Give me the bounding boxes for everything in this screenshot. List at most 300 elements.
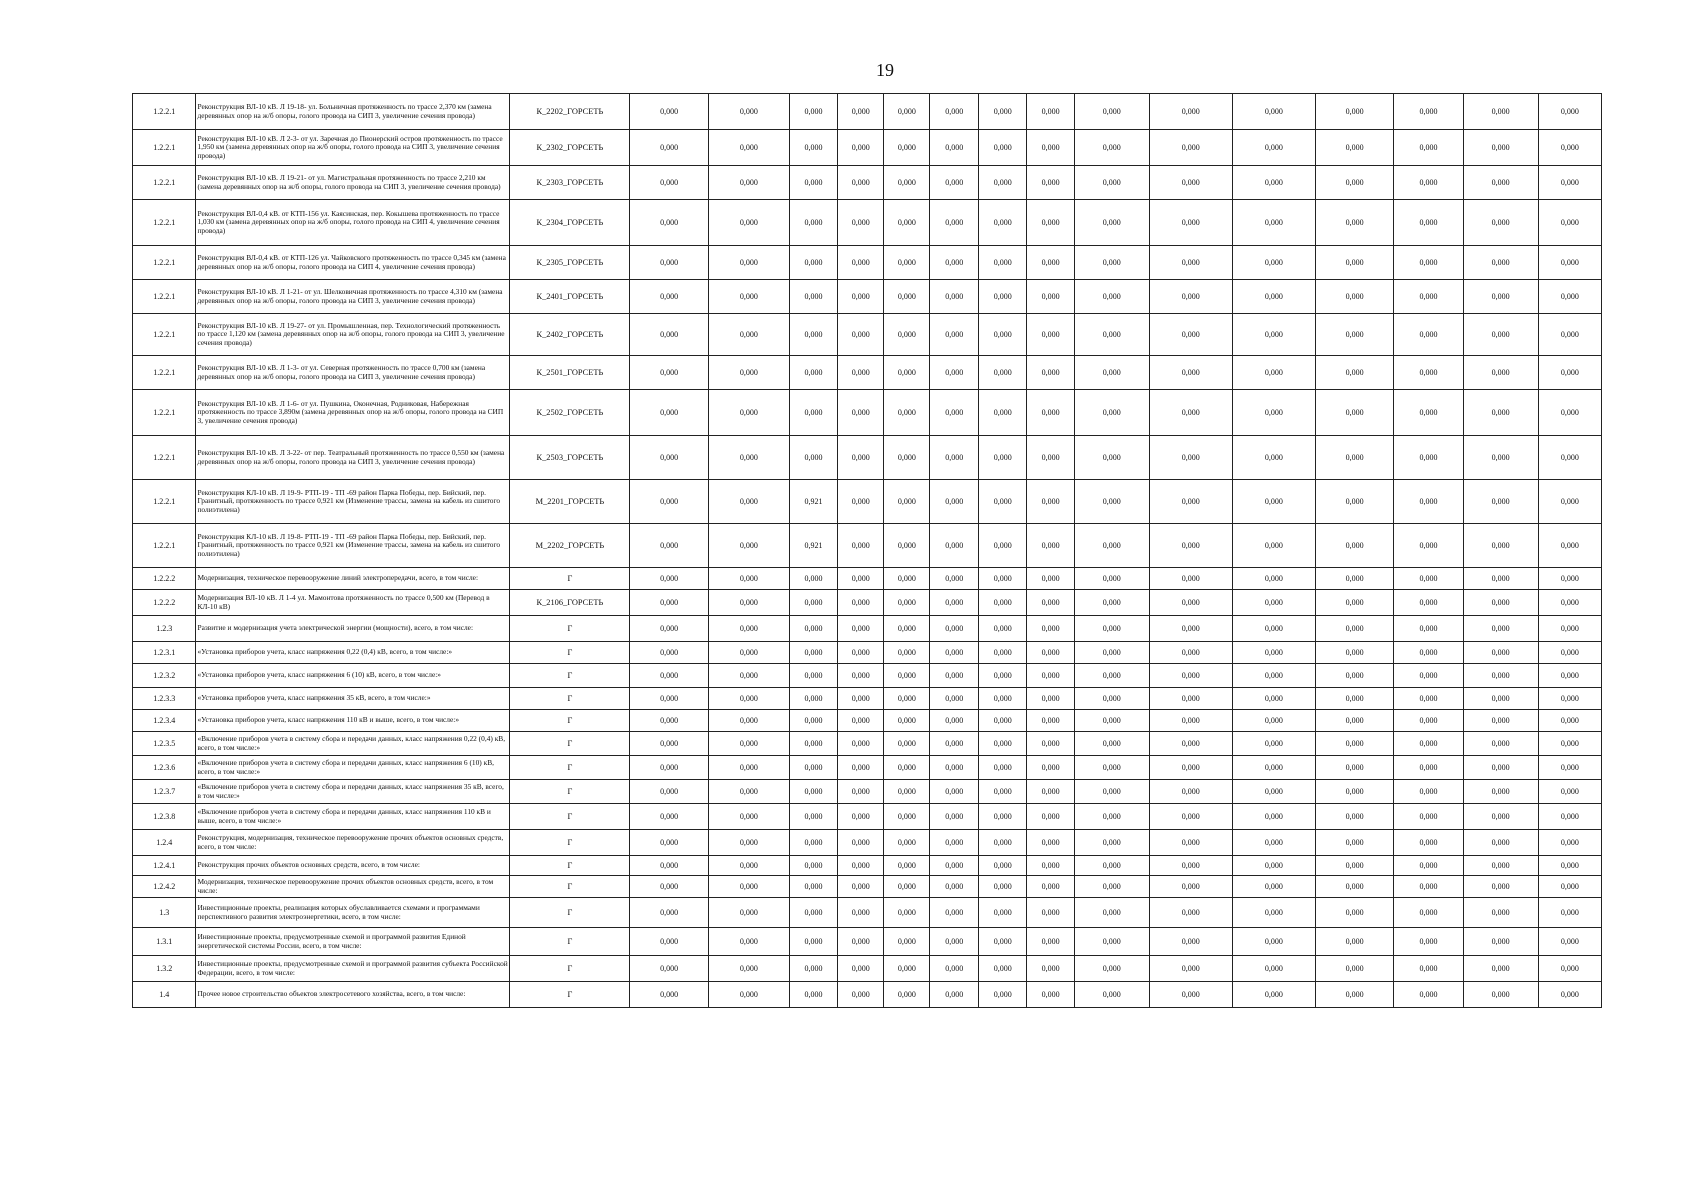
- value-cell: 0,000: [630, 616, 708, 642]
- value-cell: 0,000: [838, 898, 884, 928]
- value-cell: 0,000: [708, 524, 789, 568]
- value-cell: 0,000: [1463, 480, 1538, 524]
- value-cell: 0,000: [708, 710, 789, 732]
- value-cell: 0,000: [1149, 130, 1232, 166]
- value-cell: 0,000: [884, 856, 930, 876]
- value-cell: 0,000: [1463, 780, 1538, 804]
- value-cell: 0,000: [1394, 314, 1463, 356]
- value-cell: 0,000: [1315, 280, 1393, 314]
- table-row: [133, 732, 1690, 756]
- value-cell: 0,000: [838, 200, 884, 246]
- value-cell: 0,000: [630, 830, 708, 856]
- value-cell: 0,000: [884, 756, 930, 780]
- row-number-cell: 1.2.2.1: [133, 436, 196, 480]
- value-cell: 0,000: [978, 246, 1026, 280]
- value-cell: 0,000: [1149, 524, 1232, 568]
- value-cell: 0,000: [1315, 246, 1393, 280]
- row-description-cell: Прочее новое строительство объектов электросетевого хозяйства, всего, в том числе:: [196, 982, 510, 1008]
- value-cell: 0,000: [630, 130, 708, 166]
- value-cell: 0,000: [1315, 780, 1393, 804]
- value-cell: 0,000: [838, 356, 884, 390]
- table-row: [133, 710, 1690, 732]
- value-cell: 0,000: [1315, 480, 1393, 524]
- value-cell: 0,000: [1027, 568, 1074, 590]
- value-cell: 0,000: [978, 876, 1026, 898]
- value-cell: 0,000: [1149, 928, 1232, 956]
- row-number-cell: 1.2.2.1: [133, 94, 196, 130]
- value-cell: 0,000: [1149, 856, 1232, 876]
- value-cell: 0,000: [1232, 356, 1315, 390]
- table-row: [133, 356, 1690, 390]
- value-cell: 0,000: [789, 664, 837, 688]
- value-cell: 0,000: [1394, 356, 1463, 390]
- value-cell: 0,000: [1232, 756, 1315, 780]
- value-cell: 0,000: [1315, 688, 1393, 710]
- value-cell: 0,000: [1232, 200, 1315, 246]
- row-description-cell: Реконструкция ВЛ-10 кВ. Л 19-27- от ул. Промышленная, пер. Технологический протяженность по трассе 1,120 км (замена деревянных опор на ж/б опоры, голого провода на СИП 3, увеличение сечения провода): [196, 314, 510, 356]
- value-cell: 0,000: [1232, 94, 1315, 130]
- value-cell: 0,000: [978, 756, 1026, 780]
- value-cell: 0,000: [1538, 732, 1601, 756]
- value-cell: 0,000: [1394, 688, 1463, 710]
- value-cell: 0,000: [1538, 94, 1601, 130]
- value-cell: 0,000: [630, 688, 708, 710]
- value-cell: 0,000: [1315, 314, 1393, 356]
- value-cell: 0,000: [1394, 898, 1463, 928]
- value-cell: 0,000: [978, 642, 1026, 664]
- value-cell: 0,000: [630, 804, 708, 830]
- value-cell: 0,000: [884, 246, 930, 280]
- value-cell: 0,000: [1463, 390, 1538, 436]
- value-cell: 0,000: [978, 130, 1026, 166]
- project-id-cell: К_2503_ГОРСЕТЬ: [510, 436, 630, 480]
- value-cell: 0,000: [838, 166, 884, 200]
- value-cell: 0,000: [1538, 956, 1601, 982]
- value-cell: 0,000: [1074, 642, 1149, 664]
- value-cell: 0,000: [884, 94, 930, 130]
- row-description-cell: Инвестиционные проекты, реализация которых обуславливается схемами и программами перспективного развития электроэнергетики, всего, в том числе:: [196, 898, 510, 928]
- table-row: [133, 568, 1690, 590]
- value-cell: 0,000: [1149, 710, 1232, 732]
- row-description-cell: Реконструкция прочих объектов основных средств, всего, в том числе:: [196, 856, 510, 876]
- value-cell: 0,000: [789, 856, 837, 876]
- value-cell: 0,000: [1315, 928, 1393, 956]
- value-cell: 0,000: [930, 280, 978, 314]
- value-cell: 0,000: [978, 280, 1026, 314]
- value-cell: 0,000: [789, 200, 837, 246]
- value-cell: 0,000: [930, 480, 978, 524]
- value-cell: 0,000: [789, 642, 837, 664]
- value-cell: 0,000: [1463, 982, 1538, 1008]
- table-row: [133, 830, 1690, 856]
- row-description-cell: Реконструкция КЛ-10 кВ. Л 19-9- РТП-19 - ТП -69 район Парка Победы, пер. Бийский, пер. Гранитный, протяженность по трассе 0,921 км (Изменение трассы, замена на кабель из сшитого полиэтилена): [196, 480, 510, 524]
- value-cell: 0,000: [1315, 94, 1393, 130]
- value-cell: 0,000: [789, 804, 837, 830]
- row-description-cell: «Включение приборов учета в систему сбора и передачи данных, класс напряжения 35 кВ, всего, в том числе:»: [196, 780, 510, 804]
- value-cell: 0,000: [838, 130, 884, 166]
- value-cell: 0,000: [978, 982, 1026, 1008]
- value-cell: 0,000: [1149, 200, 1232, 246]
- value-cell: 0,000: [630, 780, 708, 804]
- value-cell: 0,000: [884, 524, 930, 568]
- value-cell: 0,000: [1463, 756, 1538, 780]
- value-cell: 0,000: [630, 982, 708, 1008]
- row-number-cell: 1.2.3.3: [133, 688, 196, 710]
- investment-program-table: [132, 93, 1690, 1008]
- value-cell: 0,000: [884, 928, 930, 956]
- value-cell: 0,000: [930, 130, 978, 166]
- value-cell: 0,000: [838, 524, 884, 568]
- value-cell: 0,000: [1463, 688, 1538, 710]
- value-cell: 0,000: [884, 876, 930, 898]
- value-cell: 0,921: [789, 480, 837, 524]
- value-cell: 0,000: [1027, 664, 1074, 688]
- value-cell: 0,000: [1463, 664, 1538, 688]
- table-row: [133, 982, 1690, 1008]
- value-cell: 0,000: [1074, 356, 1149, 390]
- value-cell: 0,000: [1027, 94, 1074, 130]
- value-cell: 0,000: [930, 166, 978, 200]
- project-id-cell: Г: [510, 876, 630, 898]
- value-cell: 0,000: [838, 280, 884, 314]
- value-cell: 0,000: [838, 928, 884, 956]
- value-cell: 0,000: [1027, 480, 1074, 524]
- value-cell: 0,000: [789, 830, 837, 856]
- value-cell: 0,000: [1074, 436, 1149, 480]
- value-cell: 0,000: [1074, 830, 1149, 856]
- value-cell: 0,000: [930, 830, 978, 856]
- value-cell: 0,000: [1027, 856, 1074, 876]
- value-cell: 0,000: [978, 524, 1026, 568]
- value-cell: 0,000: [630, 710, 708, 732]
- value-cell: 0,000: [838, 856, 884, 876]
- value-cell: 0,000: [1394, 436, 1463, 480]
- value-cell: 0,000: [978, 928, 1026, 956]
- value-cell: 0,000: [930, 898, 978, 928]
- value-cell: 0,000: [1538, 280, 1601, 314]
- table-row: [133, 246, 1690, 280]
- value-cell: 0,000: [1463, 804, 1538, 830]
- row-description-cell: Реконструкция ВЛ-10 кВ. Л 1-3- от ул. Северная протяженность по трассе 0,700 км (замена деревянных опор на ж/б опоры, голого провода на СИП 3, увеличение сечения провода): [196, 356, 510, 390]
- row-number-cell: 1.4: [133, 982, 196, 1008]
- project-id-cell: Г: [510, 856, 630, 876]
- value-cell: 0,000: [930, 200, 978, 246]
- value-cell: 0,000: [1394, 956, 1463, 982]
- value-cell: 0,000: [838, 732, 884, 756]
- value-cell: 0,000: [789, 314, 837, 356]
- value-cell: 0,000: [1538, 130, 1601, 166]
- value-cell: 0,000: [1538, 480, 1601, 524]
- value-cell: 0,000: [630, 200, 708, 246]
- value-cell: 0,000: [930, 436, 978, 480]
- value-cell: 0,000: [1074, 390, 1149, 436]
- value-cell: 0,000: [1074, 246, 1149, 280]
- project-id-cell: Г: [510, 982, 630, 1008]
- value-cell: 0,000: [789, 356, 837, 390]
- value-cell: 0,000: [630, 956, 708, 982]
- value-cell: 0,000: [789, 390, 837, 436]
- table-row: [133, 524, 1690, 568]
- value-cell: 0,000: [838, 956, 884, 982]
- value-cell: 0,000: [1315, 568, 1393, 590]
- table-row: [133, 590, 1690, 616]
- value-cell: 0,000: [1027, 876, 1074, 898]
- value-cell: 0,000: [978, 804, 1026, 830]
- row-number-cell: 1.2.2.1: [133, 314, 196, 356]
- project-id-cell: Г: [510, 710, 630, 732]
- value-cell: 0,000: [1149, 982, 1232, 1008]
- table-row: [133, 756, 1690, 780]
- value-cell: 0,000: [708, 688, 789, 710]
- value-cell: 0,000: [630, 436, 708, 480]
- value-cell: 0,000: [1538, 710, 1601, 732]
- value-cell: 0,000: [838, 710, 884, 732]
- value-cell: 0,000: [978, 780, 1026, 804]
- value-cell: 0,000: [1394, 928, 1463, 956]
- value-cell: 0,000: [1074, 956, 1149, 982]
- value-cell: 0,000: [630, 524, 708, 568]
- value-cell: 0,000: [978, 688, 1026, 710]
- project-id-cell: Г: [510, 804, 630, 830]
- row-number-cell: 1.2.4.2: [133, 876, 196, 898]
- value-cell: 0,000: [1538, 928, 1601, 956]
- value-cell: 0,000: [1538, 780, 1601, 804]
- value-cell: 0,000: [708, 856, 789, 876]
- value-cell: 0,000: [1074, 804, 1149, 830]
- value-cell: 0,000: [789, 616, 837, 642]
- row-number-cell: 1.2.2.1: [133, 280, 196, 314]
- value-cell: 0,000: [708, 246, 789, 280]
- value-cell: 0,000: [1315, 710, 1393, 732]
- table-row: [133, 314, 1690, 356]
- value-cell: 0,000: [1315, 664, 1393, 688]
- value-cell: 0,000: [1149, 756, 1232, 780]
- value-cell: 0,000: [630, 94, 708, 130]
- value-cell: 0,000: [1232, 898, 1315, 928]
- table-row: [133, 480, 1690, 524]
- project-id-cell: Г: [510, 956, 630, 982]
- table-row: [133, 956, 1690, 982]
- value-cell: 0,000: [789, 436, 837, 480]
- value-cell: 0,000: [630, 642, 708, 664]
- value-cell: 0,000: [630, 590, 708, 616]
- value-cell: 0,000: [1074, 928, 1149, 956]
- value-cell: 0,000: [1463, 710, 1538, 732]
- value-cell: 0,000: [978, 200, 1026, 246]
- value-cell: 0,000: [708, 436, 789, 480]
- value-cell: 0,000: [789, 710, 837, 732]
- value-cell: 0,000: [1315, 590, 1393, 616]
- table-row: [133, 390, 1690, 436]
- value-cell: 0,000: [1232, 280, 1315, 314]
- value-cell: 0,000: [1232, 390, 1315, 436]
- row-description-cell: Модернизация, техническое перевооружение линий электропередачи, всего, в том числе:: [196, 568, 510, 590]
- value-cell: 0,000: [1315, 524, 1393, 568]
- value-cell: 0,000: [930, 732, 978, 756]
- value-cell: 0,000: [789, 590, 837, 616]
- value-cell: 0,000: [884, 480, 930, 524]
- value-cell: 0,000: [630, 876, 708, 898]
- value-cell: 0,000: [1027, 982, 1074, 1008]
- value-cell: 0,000: [978, 898, 1026, 928]
- value-cell: 0,000: [789, 130, 837, 166]
- value-cell: 0,000: [884, 688, 930, 710]
- value-cell: 0,000: [1315, 898, 1393, 928]
- value-cell: 0,000: [1149, 898, 1232, 928]
- value-cell: 0,000: [789, 280, 837, 314]
- value-cell: 0,000: [1394, 982, 1463, 1008]
- value-cell: 0,000: [884, 568, 930, 590]
- value-cell: 0,000: [1538, 568, 1601, 590]
- value-cell: 0,000: [884, 200, 930, 246]
- project-id-cell: М_2201_ГОРСЕТЬ: [510, 480, 630, 524]
- value-cell: 0,000: [930, 314, 978, 356]
- value-cell: 0,000: [1394, 246, 1463, 280]
- value-cell: 0,000: [1394, 590, 1463, 616]
- value-cell: 0,000: [1232, 830, 1315, 856]
- value-cell: 0,000: [630, 664, 708, 688]
- value-cell: 0,000: [1315, 356, 1393, 390]
- value-cell: 0,000: [1074, 710, 1149, 732]
- value-cell: 0,000: [978, 356, 1026, 390]
- value-cell: 0,000: [1149, 956, 1232, 982]
- value-cell: 0,000: [1149, 664, 1232, 688]
- value-cell: 0,000: [884, 356, 930, 390]
- value-cell: 0,000: [708, 356, 789, 390]
- value-cell: 0,000: [1463, 356, 1538, 390]
- value-cell: 0,000: [838, 94, 884, 130]
- value-cell: 0,000: [1232, 780, 1315, 804]
- row-number-cell: 1.2.2.2: [133, 568, 196, 590]
- project-id-cell: Г: [510, 830, 630, 856]
- value-cell: 0,000: [1394, 616, 1463, 642]
- value-cell: 0,000: [1463, 246, 1538, 280]
- value-cell: 0,000: [1463, 280, 1538, 314]
- value-cell: 0,000: [930, 568, 978, 590]
- value-cell: 0,000: [708, 664, 789, 688]
- row-number-cell: 1.2.2.2: [133, 590, 196, 616]
- value-cell: 0,000: [1149, 688, 1232, 710]
- value-cell: 0,000: [1232, 642, 1315, 664]
- table-row: [133, 280, 1690, 314]
- row-description-cell: Реконструкция ВЛ-10 кВ. Л 1-6- от ул. Пушкина, Оконечная, Родниковая, Набережная протяженность по трассе 3,890м (замена деревянных опор на ж/б опоры, голого провода на СИП 3, увеличение сечения провода): [196, 390, 510, 436]
- project-id-cell: Г: [510, 928, 630, 956]
- row-number-cell: 1.3.1: [133, 928, 196, 956]
- value-cell: 0,000: [1027, 130, 1074, 166]
- value-cell: 0,921: [789, 524, 837, 568]
- value-cell: 0,000: [1315, 804, 1393, 830]
- value-cell: 0,000: [1074, 524, 1149, 568]
- value-cell: 0,000: [1149, 280, 1232, 314]
- value-cell: 0,000: [978, 390, 1026, 436]
- value-cell: 0,000: [1538, 642, 1601, 664]
- value-cell: 0,000: [708, 616, 789, 642]
- value-cell: 0,000: [1232, 732, 1315, 756]
- value-cell: 0,000: [1538, 898, 1601, 928]
- value-cell: 0,000: [1538, 804, 1601, 830]
- value-cell: 0,000: [630, 856, 708, 876]
- value-cell: 0,000: [884, 830, 930, 856]
- value-cell: 0,000: [1074, 480, 1149, 524]
- value-cell: 0,000: [838, 982, 884, 1008]
- value-cell: 0,000: [1149, 732, 1232, 756]
- value-cell: 0,000: [1315, 756, 1393, 780]
- value-cell: 0,000: [1394, 664, 1463, 688]
- value-cell: 0,000: [1394, 130, 1463, 166]
- value-cell: 0,000: [1074, 94, 1149, 130]
- project-id-cell: К_2106_ГОРСЕТЬ: [510, 590, 630, 616]
- value-cell: 0,000: [1463, 130, 1538, 166]
- value-cell: 0,000: [708, 480, 789, 524]
- value-cell: 0,000: [838, 830, 884, 856]
- value-cell: 0,000: [1463, 200, 1538, 246]
- value-cell: 0,000: [1074, 280, 1149, 314]
- value-cell: 0,000: [708, 314, 789, 356]
- value-cell: 0,000: [1232, 166, 1315, 200]
- value-cell: 0,000: [630, 314, 708, 356]
- value-cell: 0,000: [930, 642, 978, 664]
- value-cell: 0,000: [630, 898, 708, 928]
- row-description-cell: Реконструкция ВЛ-0,4 кВ. от КТП-126 ул. Чайковского протяженность по трассе 0,345 км (замена деревянных опор на ж/б опоры, голого провода на СИП 4, увеличение сечения провода): [196, 246, 510, 280]
- row-description-cell: «Установка приборов учета, класс напряжения 110 кВ и выше, всего, в том числе:»: [196, 710, 510, 732]
- project-id-cell: К_2304_ГОРСЕТЬ: [510, 200, 630, 246]
- table-row: [133, 804, 1690, 830]
- value-cell: 0,000: [1149, 356, 1232, 390]
- value-cell: 0,000: [789, 898, 837, 928]
- table-row: [133, 856, 1690, 876]
- value-cell: 0,000: [1074, 590, 1149, 616]
- value-cell: 0,000: [884, 436, 930, 480]
- value-cell: 0,000: [930, 710, 978, 732]
- row-number-cell: 1.2.2.1: [133, 480, 196, 524]
- value-cell: 0,000: [1074, 664, 1149, 688]
- value-cell: 0,000: [708, 568, 789, 590]
- value-cell: 0,000: [1394, 280, 1463, 314]
- value-cell: 0,000: [1232, 856, 1315, 876]
- value-cell: 0,000: [1538, 616, 1601, 642]
- value-cell: 0,000: [1027, 804, 1074, 830]
- value-cell: 0,000: [708, 732, 789, 756]
- table-row: [133, 166, 1690, 200]
- value-cell: 0,000: [789, 982, 837, 1008]
- value-cell: 0,000: [789, 928, 837, 956]
- row-description-cell: «Установка приборов учета, класс напряжения 35 кВ, всего, в том числе:»: [196, 688, 510, 710]
- value-cell: 0,000: [1074, 166, 1149, 200]
- value-cell: 0,000: [1538, 166, 1601, 200]
- value-cell: 0,000: [1538, 314, 1601, 356]
- value-cell: 0,000: [1027, 590, 1074, 616]
- value-cell: 0,000: [708, 200, 789, 246]
- row-description-cell: Реконструкция ВЛ-10 кВ. Л 19-21- от ул. Магистральная протяженность по трассе 2,210 км (замена деревянных опор на ж/б опоры, голого провода на СИП 3, увеличение сечения провода): [196, 166, 510, 200]
- value-cell: 0,000: [1315, 830, 1393, 856]
- value-cell: 0,000: [1463, 732, 1538, 756]
- value-cell: 0,000: [1315, 956, 1393, 982]
- value-cell: 0,000: [978, 590, 1026, 616]
- row-description-cell: Реконструкция ВЛ-10 кВ. Л 3-22- от пер. Театральный протяженность по трассе 0,550 км (замена деревянных опор на ж/б опоры, голого провода на СИП 3, увеличение сечения провода): [196, 436, 510, 480]
- row-description-cell: Реконструкция ВЛ-10 кВ. Л 1-21- от ул. Шелковичная протяженность по трассе 4,310 км (замена деревянных опор на ж/б опоры, голого провода на СИП 3, увеличение сечения провода): [196, 280, 510, 314]
- value-cell: 0,000: [630, 280, 708, 314]
- project-id-cell: Г: [510, 898, 630, 928]
- row-description-cell: «Включение приборов учета в систему сбора и передачи данных, класс напряжения 6 (10) кВ, всего, в том числе:»: [196, 756, 510, 780]
- value-cell: 0,000: [1232, 710, 1315, 732]
- value-cell: 0,000: [708, 642, 789, 664]
- value-cell: 0,000: [1149, 876, 1232, 898]
- project-id-cell: К_2302_ГОРСЕТЬ: [510, 130, 630, 166]
- value-cell: 0,000: [1394, 732, 1463, 756]
- value-cell: 0,000: [789, 94, 837, 130]
- value-cell: 0,000: [789, 876, 837, 898]
- row-description-cell: Реконструкция ВЛ-10 кВ. Л 19-18- ул. Больничная протяженность по трассе 2,370 км (замена деревянных опор на ж/б опоры, голого провода на СИП 3, увеличение сечения провода): [196, 94, 510, 130]
